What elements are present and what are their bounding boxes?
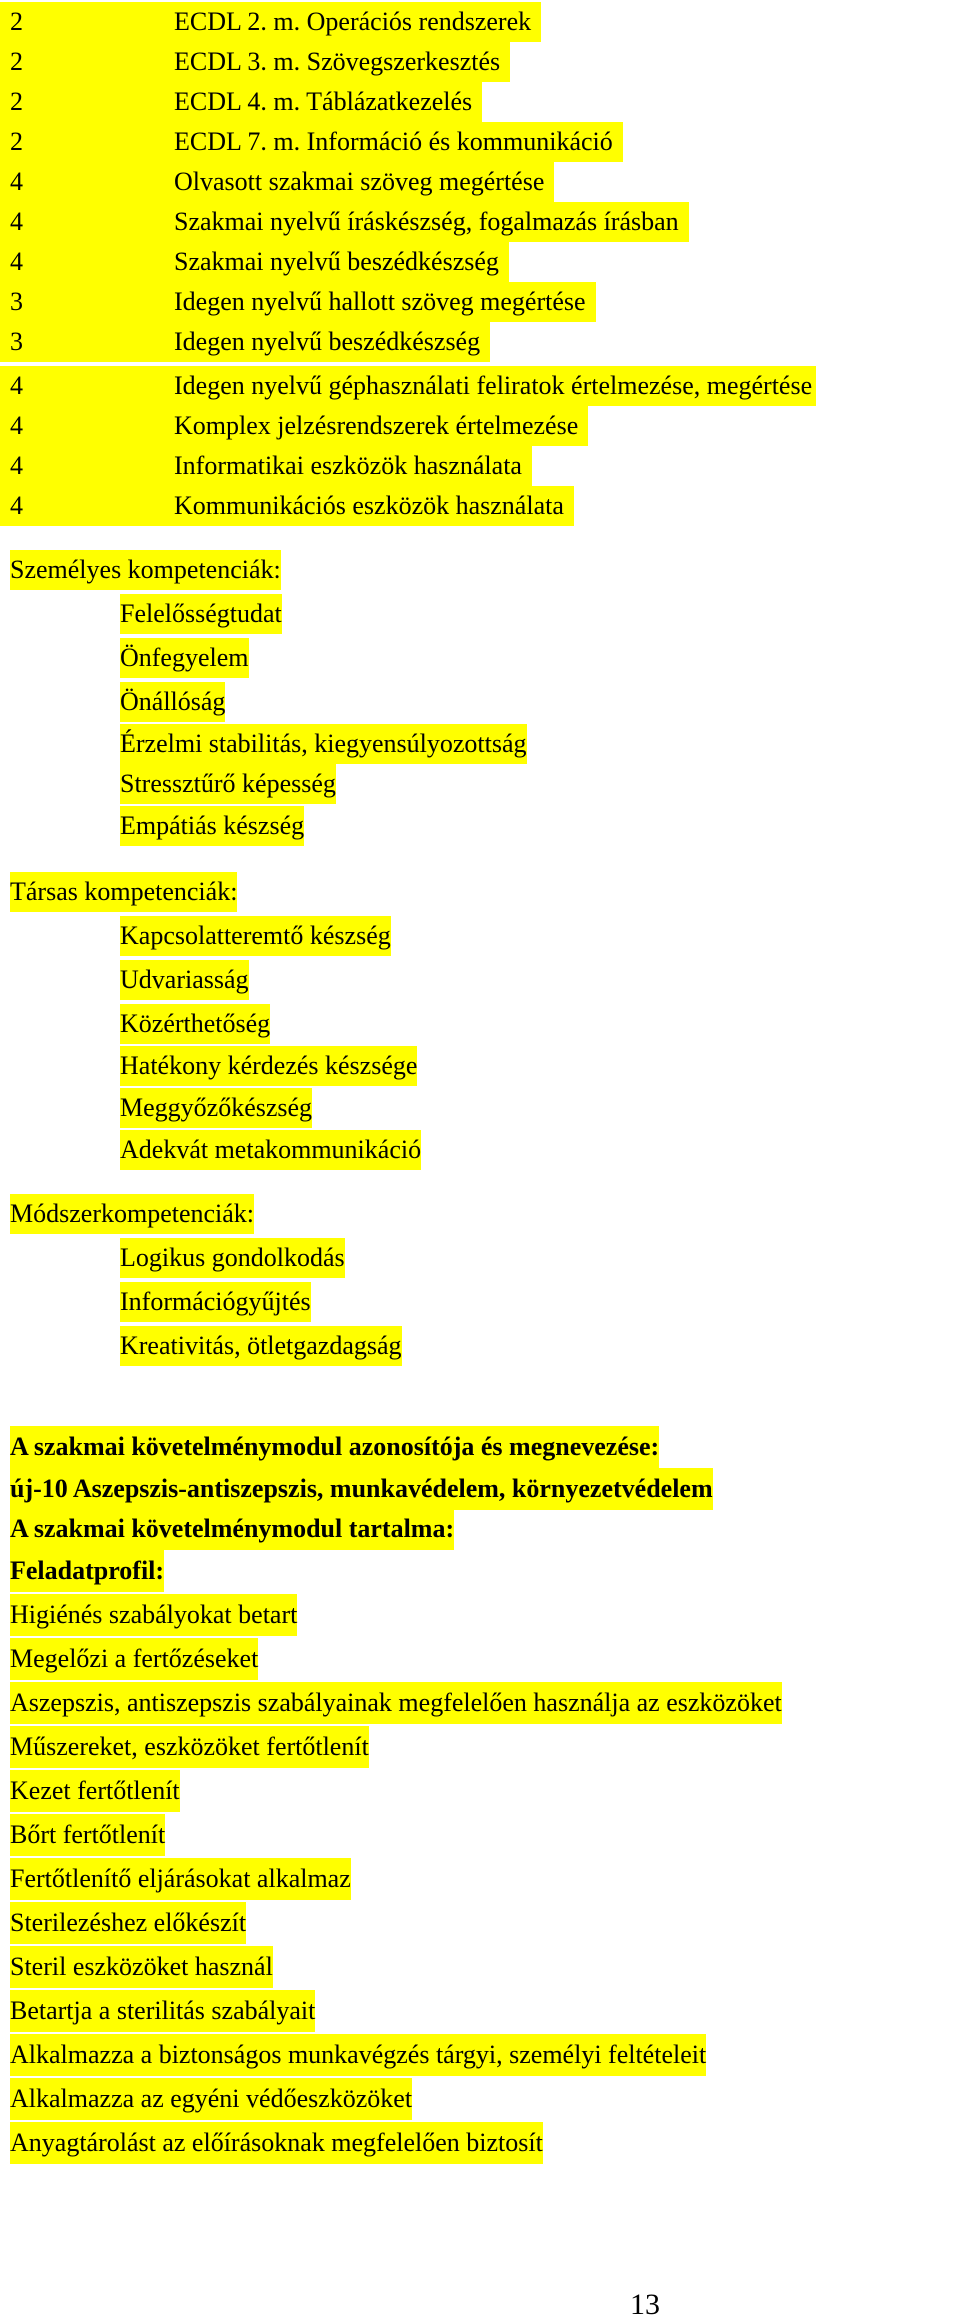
skill-level: 4 [0, 202, 174, 242]
task-item: Bőrt fertőtlenít [10, 1814, 165, 1856]
skill-level: 4 [0, 446, 174, 486]
module-content-heading: A szakmai követelménymodul tartalma: [10, 1508, 454, 1550]
skill-row [0, 446, 532, 486]
social-item: Meggyőzőkészség [120, 1088, 312, 1128]
skill-row [0, 2, 541, 42]
skill-level: 4 [0, 162, 174, 202]
task-item: Steril eszközöket használ [10, 1946, 273, 1988]
social-item: Közérthetőség [120, 1004, 270, 1044]
skill-text: Olvasott szakmai szöveg megértése [174, 162, 554, 202]
task-item: Sterilezéshez előkészít [10, 1902, 246, 1944]
skill-row [0, 122, 623, 162]
skill-row [0, 406, 588, 446]
skill-row [0, 42, 510, 82]
task-item: Fertőtlenítő eljárásokat alkalmaz [10, 1858, 351, 1900]
profile-heading: Feladatprofil: [10, 1550, 164, 1592]
skill-row [0, 242, 509, 282]
skill-level: 2 [0, 122, 174, 162]
skill-level: 4 [0, 366, 174, 406]
skill-text: ECDL 7. m. Információ és kommunikáció [174, 122, 623, 162]
social-item: Kapcsolatteremtő készség [120, 916, 391, 956]
skill-level: 3 [0, 282, 174, 322]
personal-item: Empátiás készség [120, 806, 304, 846]
task-item: Alkalmazza az egyéni védőeszközöket [10, 2078, 412, 2120]
social-item: Udvariasság [120, 960, 249, 1000]
skill-level: 2 [0, 2, 174, 42]
skill-text: Komplex jelzésrendszerek értelmezése [174, 406, 588, 446]
personal-item: Stressztűrő képesség [120, 764, 336, 804]
skill-text: Kommunikációs eszközök használata [174, 486, 574, 526]
skill-row [0, 486, 574, 526]
task-item: Aszepszis, antiszepszis szabályainak megfelelően használja az eszközöket [10, 1682, 782, 1724]
skill-level: 2 [0, 42, 174, 82]
skill-text: Szakmai nyelvű beszédkészség [174, 242, 509, 282]
skill-text: ECDL 4. m. Táblázatkezelés [174, 82, 482, 122]
personal-item: Önállóság [120, 682, 225, 722]
skill-text: ECDL 2. m. Operációs rendszerek [174, 2, 541, 42]
task-item: Megelőzi a fertőzéseket [10, 1638, 258, 1680]
task-item: Műszereket, eszközöket fertőtlenít [10, 1726, 369, 1768]
task-item: Anyagtárolást az előírásoknak megfelelően biztosít [10, 2122, 543, 2164]
social-item: Adekvát metakommunikáció [120, 1130, 421, 1170]
task-item: Betartja a sterilitás szabályait [10, 1990, 315, 2032]
personal-item: Önfegyelem [120, 638, 249, 678]
skill-row [0, 82, 482, 122]
module-id-heading: A szakmai követelménymodul azonosítója és megnevezése: [10, 1426, 659, 1468]
social-heading: Társas kompetenciák: [10, 872, 237, 912]
skill-level: 2 [0, 82, 174, 122]
skill-level: 3 [0, 322, 174, 362]
skill-level: 4 [0, 486, 174, 526]
task-item: Higiénés szabályokat betart [10, 1594, 297, 1636]
task-item: Alkalmazza a biztonságos munkavégzés tárgyi, személyi feltételeit [10, 2034, 706, 2076]
skill-text: Idegen nyelvű géphasználati feliratok értelmezése, megértése [174, 366, 816, 406]
personal-item: Érzelmi stabilitás, kiegyensúlyozottság [120, 724, 527, 764]
personal-item: Felelősségtudat [120, 594, 282, 634]
skill-text: Idegen nyelvű hallott szöveg megértése [174, 282, 596, 322]
skill-level: 4 [0, 242, 174, 282]
skill-text: ECDL 3. m. Szövegszerkesztés [174, 42, 510, 82]
method-heading: Módszerkompetenciák: [10, 1194, 254, 1234]
skill-row [0, 202, 689, 242]
social-item: Hatékony kérdezés készsége [120, 1046, 417, 1086]
task-item: Kezet fertőtlenít [10, 1770, 180, 1812]
skill-row [0, 282, 596, 322]
skill-row [0, 162, 554, 202]
method-item: Kreativitás, ötletgazdagság [120, 1326, 402, 1366]
page-number: 13 [630, 2288, 660, 2321]
personal-heading: Személyes kompetenciák: [10, 550, 281, 590]
skill-text: Idegen nyelvű beszédkészség [174, 322, 490, 362]
module-id-value: új-10 Aszepszis-antiszepszis, munkavédelem, környezetvédelem [10, 1468, 713, 1510]
method-item: Információgyűjtés [120, 1282, 311, 1322]
method-item: Logikus gondolkodás [120, 1238, 345, 1278]
skill-row [0, 322, 490, 362]
skill-level: 4 [0, 406, 174, 446]
skill-row [0, 366, 816, 406]
skill-text: Informatikai eszközök használata [174, 446, 532, 486]
skill-text: Szakmai nyelvű íráskészség, fogalmazás írásban [174, 202, 689, 242]
